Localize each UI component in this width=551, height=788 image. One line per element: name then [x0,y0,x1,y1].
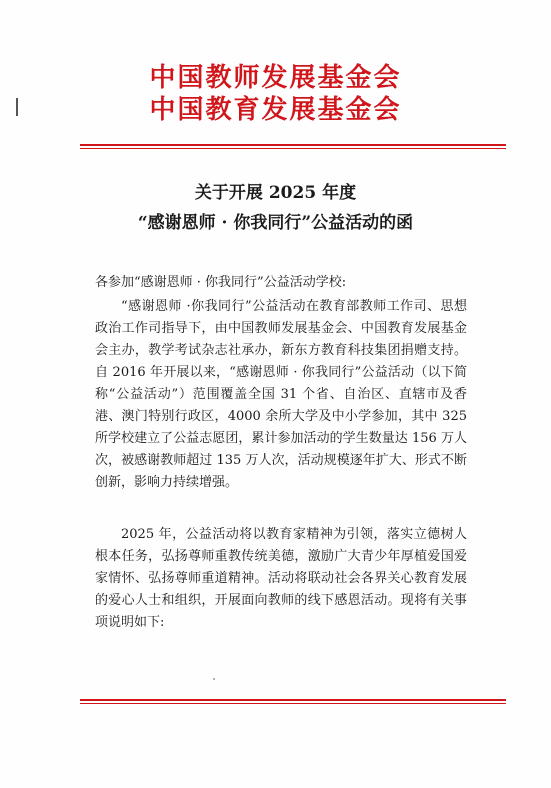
letterhead-rule-thick [80,144,506,146]
letterhead [0,62,551,126]
footer-rule-thin [80,703,506,704]
footer-rule-thick [80,699,506,701]
salutation: 各参加“感谢恩师 · 你我同行”公益活动学校: [95,275,347,290]
letterhead-org-2: 中国教育发展基金会 [149,95,402,125]
margin-mark [16,98,18,116]
body-paragraph-2: 2025 年，公益活动将以教育家精神为引领，落实立德树人根本任务，弘扬尊师重教传统美德，激励广大青少年厚植爱国爱家情怀、弘扬尊师重道精神。活动将联动社会各界关心教育发展的爱心人士和组织，开展面向教师的线下感恩活动。现将有关事项说明如下: [95,527,467,630]
body-paragraph-1: “感谢恩师 ·你我同行”公益活动在教育部教师工作司、思想政治工作司指导下，由中国教师发展基金会、中国教育发展基金会主办，教学考试杂志社承办，新东方教育科技集团捐赠支持。自 2016 年开展以来，“感谢恩师 · 你我同行”公益活动（以下简称“公益活动”）范围覆盖全国 31 个省、自治区、直辖市及香港、澳门特别行政区，4000 余所大学及中小学参加，其中 325 所学校建立了公益志愿团，累计参加活动的学生数量达 156 万人次，被感谢教师超过 135 万人次，活动规模逐年扩大、形式不断创新，影响力持续增强。 [95,299,467,490]
letterhead-org-1: 中国教师发展基金会 [149,63,402,93]
document-title-line-2: “感谢恩师 · 你我同行”公益活动的函 [137,213,414,233]
document-title-line-1: 关于开展 2025 年度 [194,183,357,203]
scan-speck [213,678,215,680]
letterhead-rule-thin [80,148,506,149]
